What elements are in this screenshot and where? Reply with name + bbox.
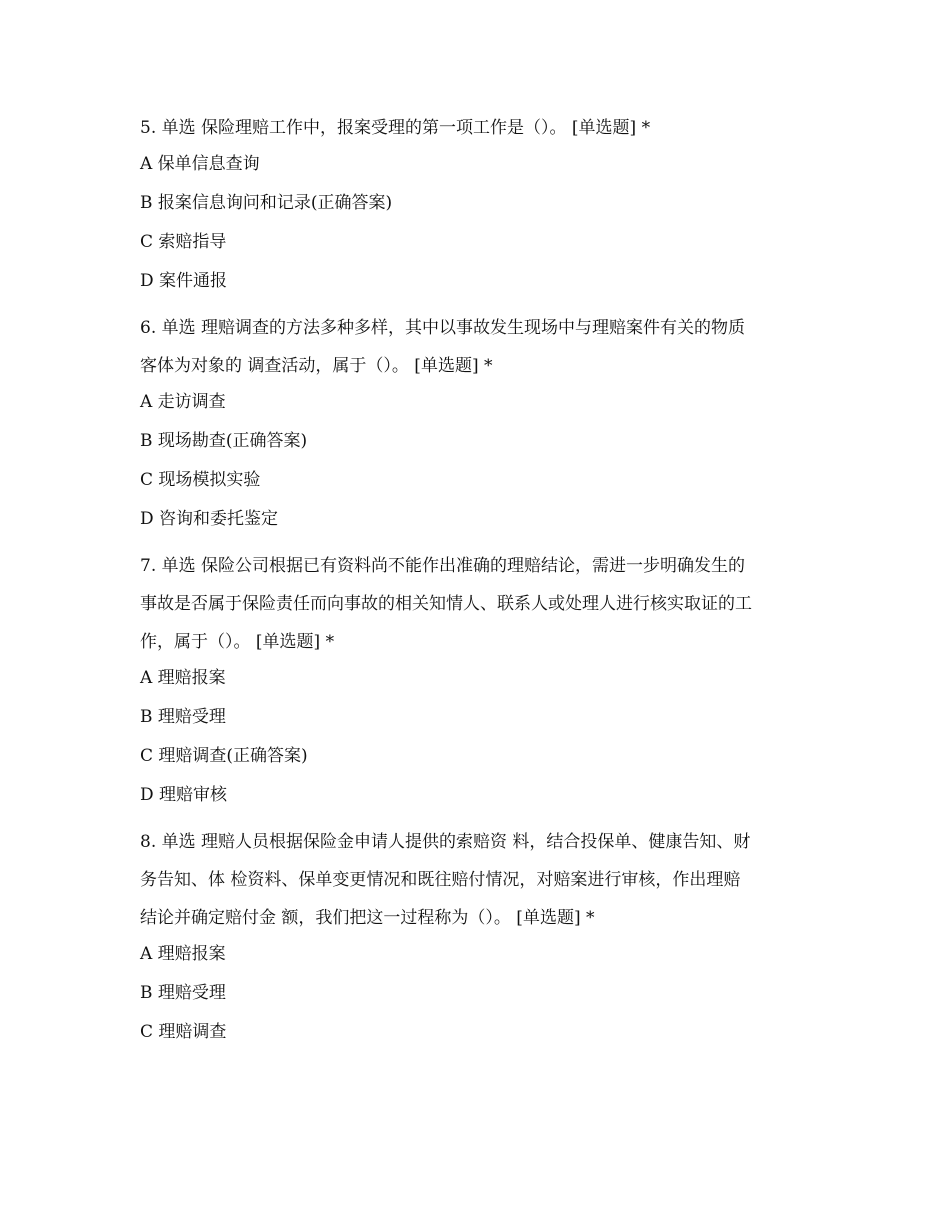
stem-line: 7. 单选 保险公司根据已有资料尚不能作出准确的理赔结论，需进一步明确发生的: [140, 556, 746, 576]
option-b: B 现场勘查(正确答案): [140, 431, 308, 451]
option-b: B 理赔受理: [140, 983, 226, 1003]
option-c: C 理赔调查: [140, 1022, 227, 1042]
question-stem: [140, 823, 830, 937]
question-stem: [140, 309, 830, 385]
stem-line: 客体为对象的 调查活动，属于（）。 [单选题] *: [140, 356, 493, 376]
stem-line: 结论并确定赔付金 额，我们把这一过程称为（）。 [单选题] *: [140, 908, 595, 928]
stem-line: 5. 单选 保险理赔工作中，报案受理的第一项工作是（）。 [单选题] *: [140, 118, 651, 138]
option-c: C 现场模拟实验: [140, 470, 261, 490]
option-b: B 报案信息询问和记录(正确答案): [140, 193, 393, 213]
option-c: C 理赔调查(正确答案): [140, 746, 308, 766]
stem-line: 8. 单选 理赔人员根据保险金申请人提供的索赔资 料，结合投保单、健康告知、财: [140, 832, 751, 852]
option-a: A 理赔报案: [140, 944, 226, 964]
option-d: D 理赔审核: [140, 785, 228, 805]
question-stem: [140, 109, 830, 147]
stem-line: 作，属于（）。 [单选题] *: [140, 632, 335, 652]
question-6: [140, 309, 830, 530]
question-5: [140, 109, 830, 292]
question-stem: [140, 547, 830, 661]
document-page: [140, 109, 830, 1060]
stem-line: 6. 单选 理赔调查的方法多种多样，其中以事故发生现场中与理赔案件有关的物质: [140, 318, 746, 338]
option-b: B 理赔受理: [140, 707, 226, 727]
option-d: D 案件通报: [140, 271, 228, 291]
stem-line: 务告知、体 检资料、保单变更情况和既往赔付情况，对赔案进行审核，作出理赔: [140, 870, 741, 890]
option-a: A 理赔报案: [140, 668, 226, 688]
option-a: A 走访调查: [140, 392, 226, 412]
question-8: [140, 823, 830, 1043]
option-d: D 咨询和委托鉴定: [140, 509, 279, 529]
stem-line: 事故是否属于保险责任而向事故的相关知情人、联系人或处理人进行核实取证的工: [140, 594, 752, 614]
option-a: A 保单信息查询: [140, 154, 260, 174]
question-7: [140, 547, 830, 806]
option-c: C 索赔指导: [140, 232, 227, 252]
